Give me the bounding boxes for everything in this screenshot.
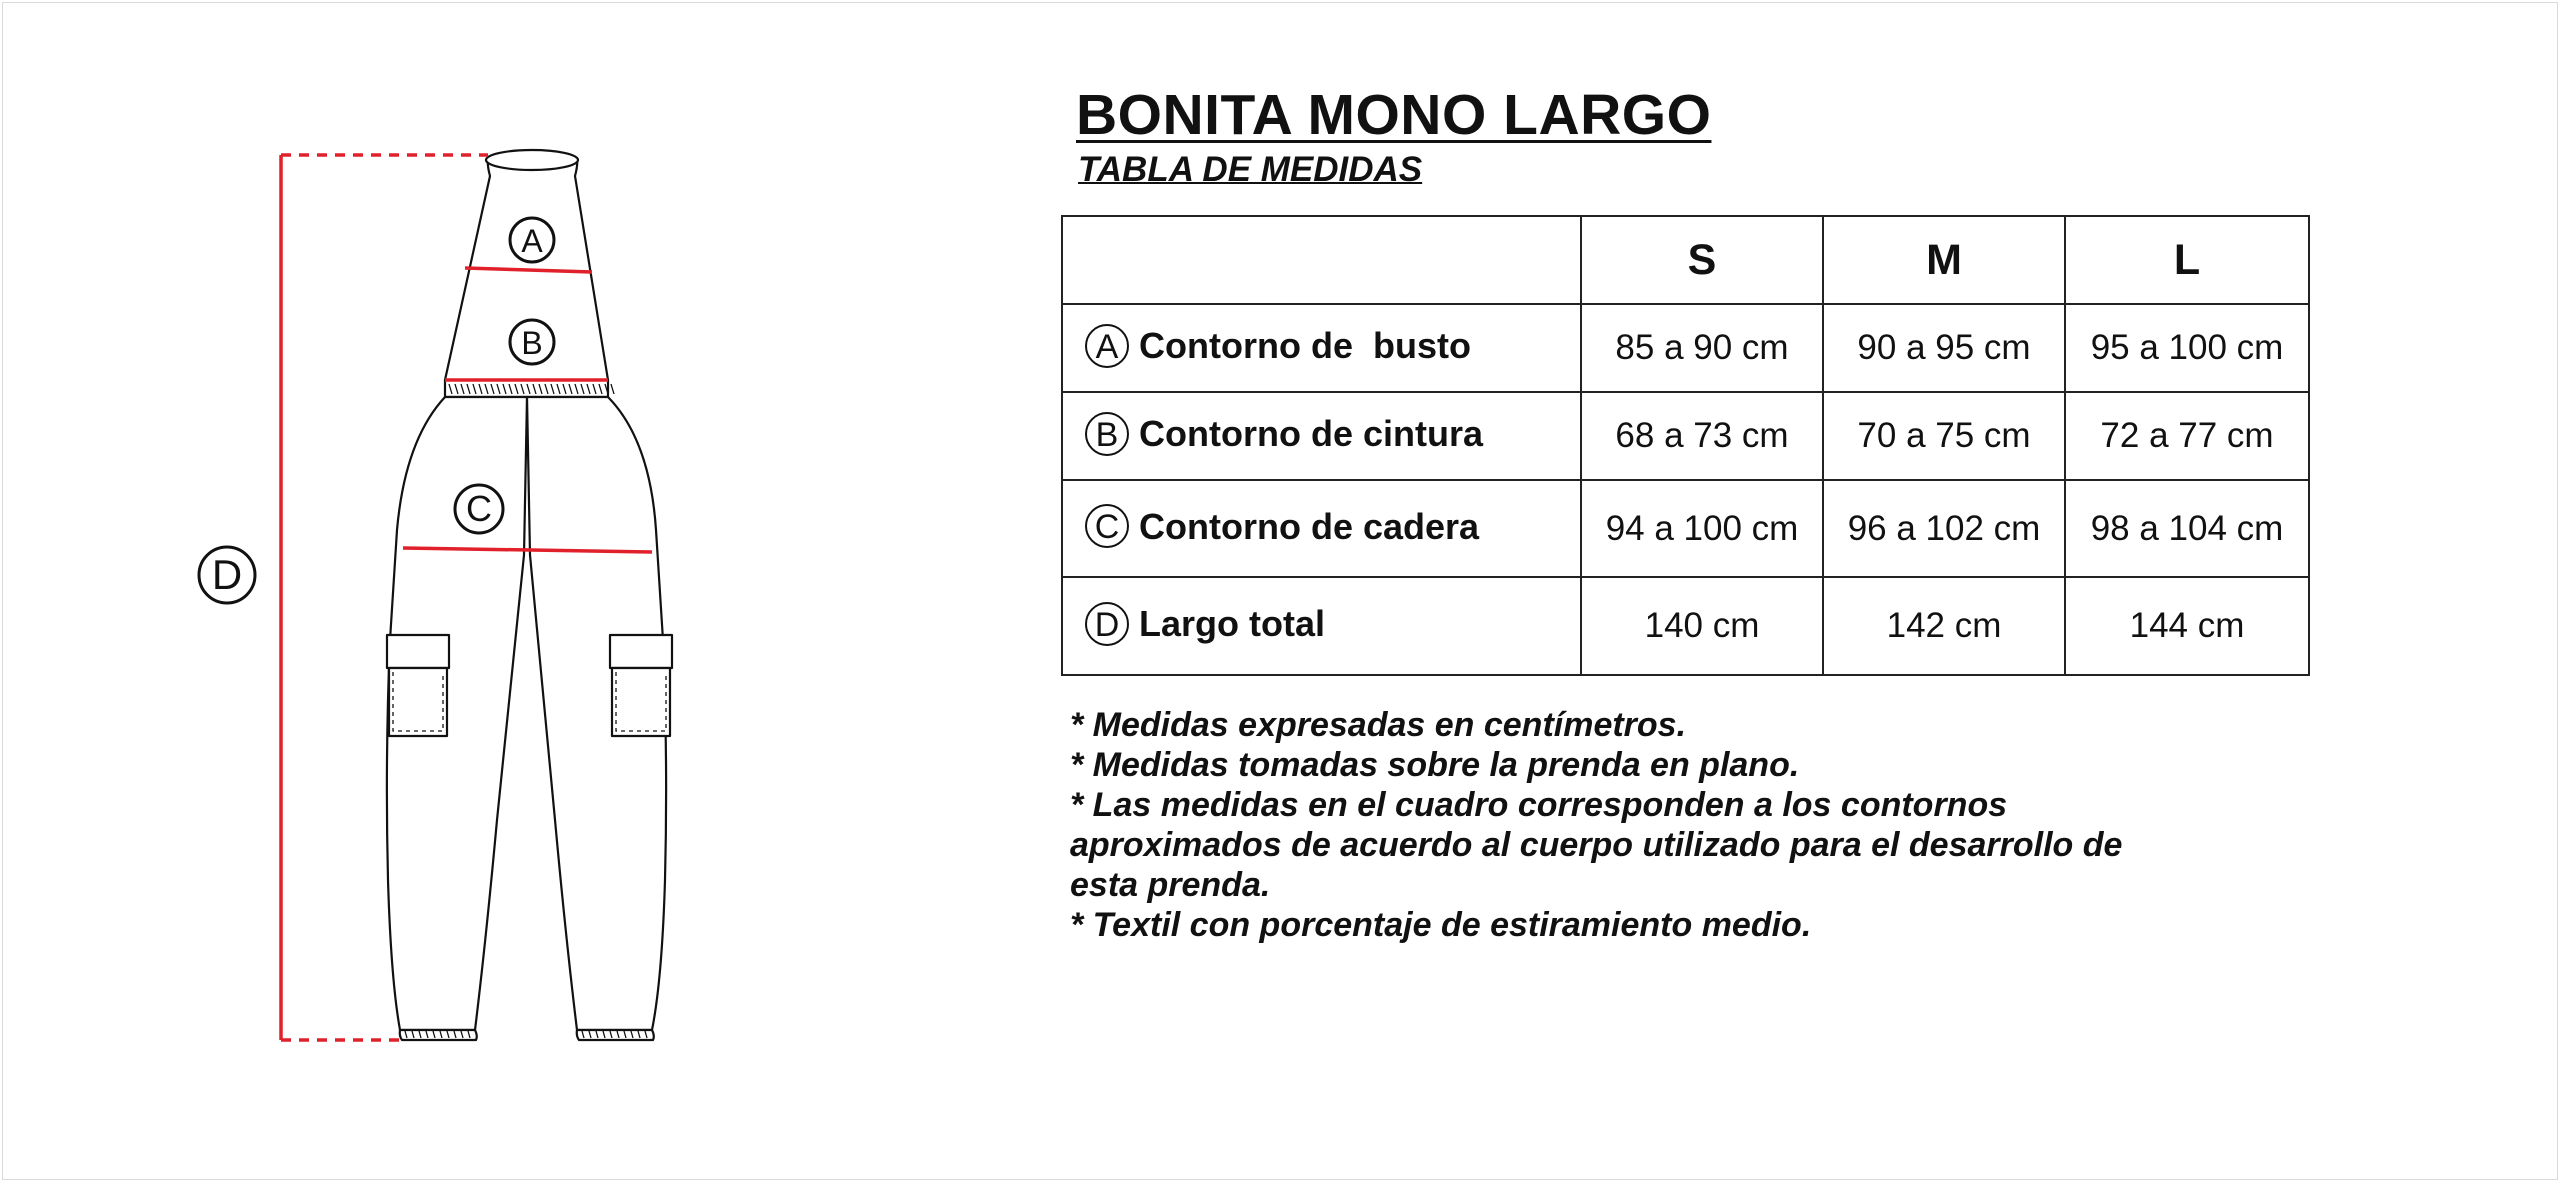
page-title: BONITA MONO LARGO <box>1076 83 1712 147</box>
table-row <box>1062 480 2309 577</box>
table-cell: 94 a 100 cm <box>1581 480 1823 577</box>
size-header-l: L <box>2065 216 2309 304</box>
table-cell: 96 a 102 cm <box>1823 480 2065 577</box>
table-cell: 90 a 95 cm <box>1823 304 2065 392</box>
marker-b-label: B <box>521 325 543 361</box>
left-cuff <box>400 1030 477 1040</box>
waistband <box>445 380 608 397</box>
size-header-m: M <box>1823 216 2065 304</box>
measure-label: Contorno de cadera <box>1139 505 1480 547</box>
marker-d-label: D <box>211 551 243 598</box>
table-cell: 68 a 73 cm <box>1581 392 1823 480</box>
table-cell: 144 cm <box>2065 577 2309 675</box>
jumpsuit-diagram <box>0 0 1000 1184</box>
left-pocket <box>389 668 447 736</box>
row-label-cadera <box>1062 480 1581 577</box>
table-cell: 72 a 77 cm <box>2065 392 2309 480</box>
size-header-s: S <box>1581 216 1823 304</box>
neckline-band <box>486 150 578 170</box>
table-row <box>1062 577 2309 675</box>
marker-c-label: C <box>466 488 492 529</box>
table-cell: 70 a 75 cm <box>1823 392 2065 480</box>
note-item: * Textil con porcentaje de estiramiento medio. <box>1070 906 1812 944</box>
marker-d-badge: D <box>1085 602 1129 646</box>
table-cell: 98 a 104 cm <box>2065 480 2309 577</box>
marker-a-badge: A <box>1085 324 1129 368</box>
table-cell: 95 a 100 cm <box>2065 304 2309 392</box>
table-cell: 140 cm <box>1581 577 1823 675</box>
right-cuff <box>577 1030 654 1040</box>
note-item: * Las medidas en el cuadro corresponden a los contornos aproximados de acuerdo al cuerpo utilizado para el desarrollo de esta prenda. <box>1070 786 2123 904</box>
measure-label: Largo total <box>1139 603 1325 645</box>
notes-block <box>1070 705 2270 945</box>
table-header-row <box>1062 216 2309 304</box>
right-pocket <box>612 668 670 736</box>
table-corner-cell <box>1062 216 1581 304</box>
right-pocket-flap <box>610 635 672 668</box>
note-item: * Medidas expresadas en centímetros. <box>1070 706 1687 744</box>
note-item: * Medidas tomadas sobre la prenda en plano. <box>1070 746 1800 784</box>
table-row <box>1062 392 2309 480</box>
row-label-largo <box>1062 577 1581 675</box>
measure-label: Contorno de busto <box>1139 325 1471 367</box>
table-cell: 142 cm <box>1823 577 2065 675</box>
page-subtitle: TABLA DE MEDIDAS <box>1078 150 1423 189</box>
row-label-cintura <box>1062 392 1581 480</box>
marker-b-badge: B <box>1085 412 1129 456</box>
table-cell: 85 a 90 cm <box>1581 304 1823 392</box>
row-label-busto <box>1062 304 1581 392</box>
measure-label: Contorno de cintura <box>1139 413 1483 455</box>
table-row <box>1062 304 2309 392</box>
left-pocket-flap <box>387 635 449 668</box>
size-chart-table <box>1061 215 2310 676</box>
marker-c-badge: C <box>1085 504 1129 548</box>
marker-a-label: A <box>521 223 543 259</box>
